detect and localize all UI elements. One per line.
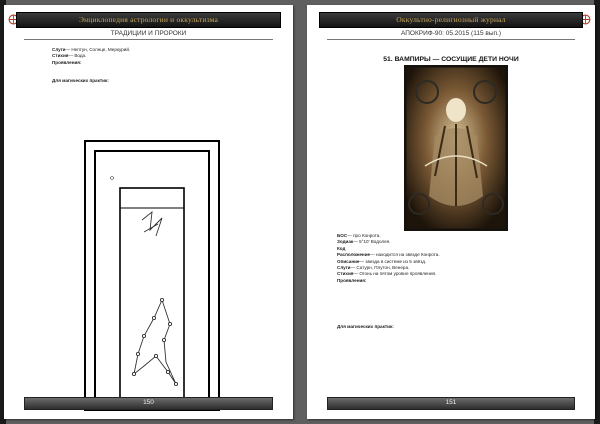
article-title: 51. ВАМПИРЫ — СОСУЩИЕ ДЕТИ НОЧИ — [383, 56, 519, 63]
field-line: Описание— звезда в системе из 5 звёзд. — [337, 258, 427, 264]
header-bar — [319, 12, 583, 28]
field-line: Расположение— находится на звезде Конрота. — [337, 252, 440, 258]
header-title: Оккультно-религиозный журнал — [396, 15, 506, 24]
field-line: Стихия— Огонь на пятом уровне проявления. — [337, 271, 437, 277]
field-line: Слуги— Сатурн, Плутон, Венера. — [337, 265, 410, 271]
field-line: Проявления: — [337, 277, 367, 283]
footer-bar — [327, 397, 575, 410]
page-number: 151 — [445, 399, 457, 406]
section-label: Для магических практик: — [52, 78, 109, 84]
header-bar — [16, 12, 281, 28]
section-title: ТРАДИЦИИ И ПРОРОКИ — [24, 30, 273, 40]
sigil-diagram — [84, 140, 220, 411]
article-text — [329, 233, 575, 331]
text-line: Стихия— Вода. — [52, 53, 87, 59]
footer-bar — [24, 397, 273, 410]
header-title: Энциклопедия астрологии и оккультизма — [78, 15, 219, 24]
issue-title: АПОКРИФ-90: 05.2015 (115 вып.) — [327, 30, 575, 40]
page-left — [4, 5, 293, 419]
vampire-illustration — [405, 66, 507, 230]
field-line: Зодиак— 5°10' Водолея. — [337, 239, 391, 245]
tarot-card-illustration — [404, 65, 508, 231]
text-line: Проявления: — [52, 59, 82, 65]
field-line: БОС— про Конрота. — [337, 233, 381, 238]
page-right — [307, 5, 595, 419]
section-label: Для магических практик: — [337, 324, 394, 330]
page-text — [52, 47, 251, 85]
field-line: Код — [337, 245, 346, 251]
page-number: 150 — [143, 399, 154, 406]
text-line: Слуги— Нептун, Солнце, Меркурий. — [52, 47, 131, 52]
